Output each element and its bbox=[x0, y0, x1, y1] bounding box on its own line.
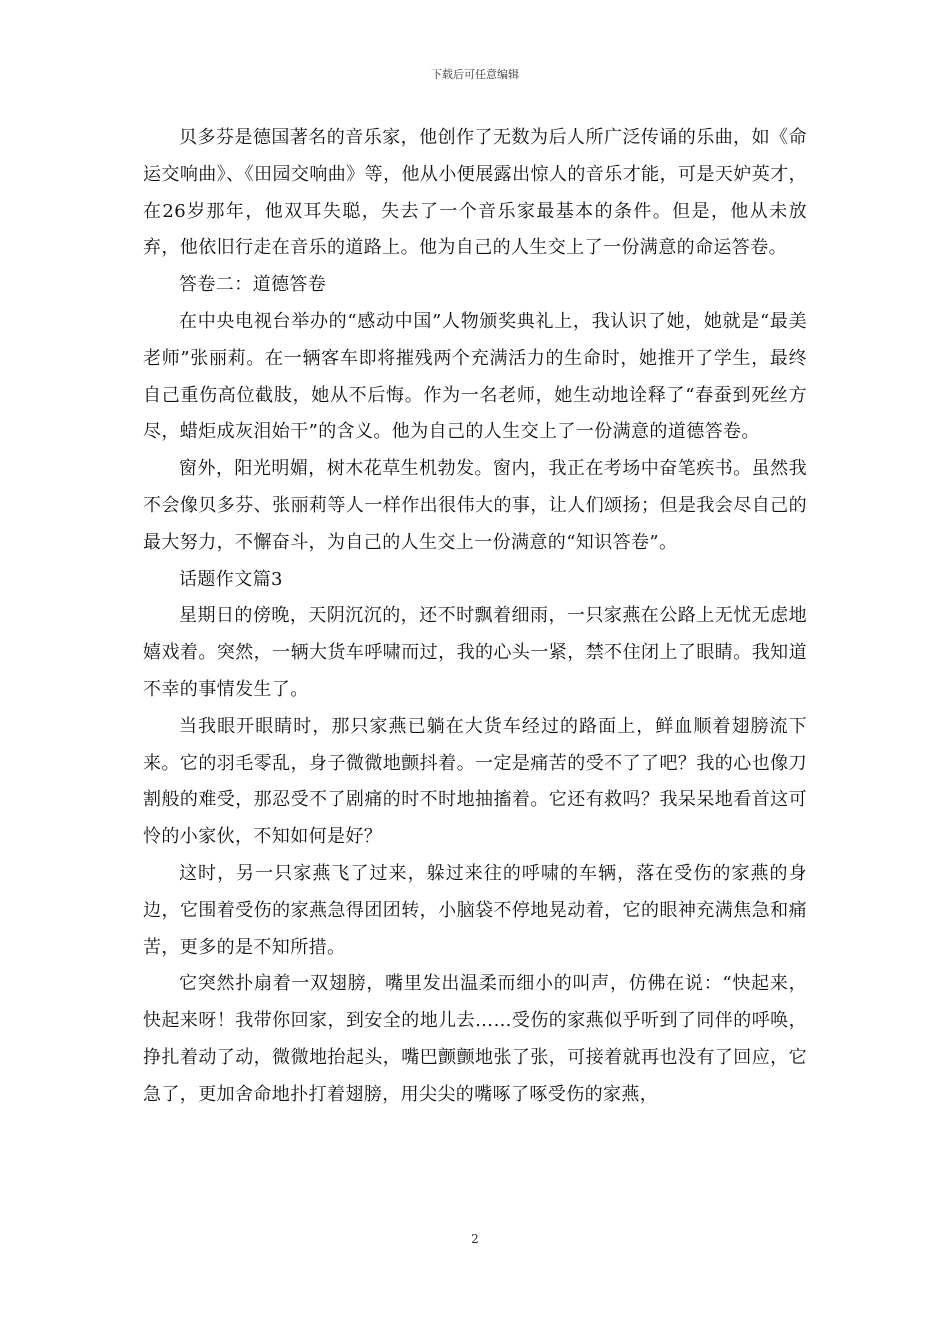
paragraph-calling-swallow: 它突然扑扇着一双翅膀，嘴里发出温柔而细小的叫声，仿佛在说：“快起来，快起来呀！我带你回家，到安全的地儿去……受伤的家燕似乎听到了同伴的呼唤，挣扎着动了动，微微地抬起头，嘴巴颤颤地张了张，可接着就再也没有了回应，它急了，更加舍命地扑打着翅膀，用尖尖的嘴啄了啄受伤的家燕， bbox=[143, 973, 807, 1105]
paragraph-injured-swallow: 当我眼开眼睛时，那只家燕已躺在大货车经过的路面上，鲜血顺着翅膀流下来。它的羽毛零乱，身子微微地颤抖着。一定是痛苦的受不了了吧？我的心也像刀割般的难受，那忍受不了剧痛的时不时地抽搐着。它还有救吗？我呆呆地看首这可怜的小家伙，不知如何是好？ bbox=[143, 715, 807, 848]
page-header: 下载后可任意编辑 bbox=[431, 68, 519, 81]
section-heading-moral-answer: 答卷二：道德答卷 bbox=[179, 274, 327, 296]
paragraph-beethoven: 贝多芬是德国著名的音乐家，他创作了无数为后人所广泛传诵的乐曲，如《命运交响曲》、《田园交响曲》等，他从小便展露出惊人的音乐才能，可是天妒英才，在26岁那年，他双耳失聪，失去了一个音乐家最基本的条件。但是，他从未放弃，他依旧行走在音乐的道路上。他为自己的人生交上了一份满意的命运答卷。 bbox=[143, 127, 807, 259]
essay-title-3: 话题作文篇3 bbox=[179, 568, 283, 590]
paragraph-exam-room: 窗外，阳光明媚，树木花草生机勃发。窗内，我正在考场中奋笔疾书。虽然我不会像贝多芬、张丽莉等人一样作出很伟大的事，让人们颂扬；但是我会尽自己的最大努力，不懈奋斗，为自己的人生交上一份满意的“知识答卷”。 bbox=[143, 458, 807, 553]
paragraph-sunday-evening: 星期日的傍晚，天阴沉沉的，还不时飘着细雨，一只家燕在公路上无忧无虑地嬉戏着。突然，一辆大货车呼啸而过，我的心头一紧，禁不住闭上了眼睛。我知道不幸的事情发生了。 bbox=[143, 605, 807, 700]
page-number: 2 bbox=[471, 1232, 479, 1246]
paragraph-zhang-lili: 在中央电视台举办的“感动中国”人物颁奖典礼上，我认识了她，她就是“最美老师”张丽莉。在一辆客车即将摧残两个充满活力的生命时，她推开了学生，最终自己重伤高位截肢，她从不后悔。作为一名老师，她生动地诠释了“春蚕到死丝方尽，蜡炬成灰泪始干”的含义。他为自己的人生交上了一份满意的道德答卷。 bbox=[143, 310, 807, 443]
paragraph-companion-swallow: 这时，另一只家燕飞了过来，躲过来往的呼啸的车辆，落在受伤的家燕的身边，它围着受伤的家燕急得团团转，小脑袋不停地晃动着，它的眼神充满焦急和痛苦，更多的是不知所措。 bbox=[143, 862, 807, 958]
document-body bbox=[143, 120, 807, 1114]
